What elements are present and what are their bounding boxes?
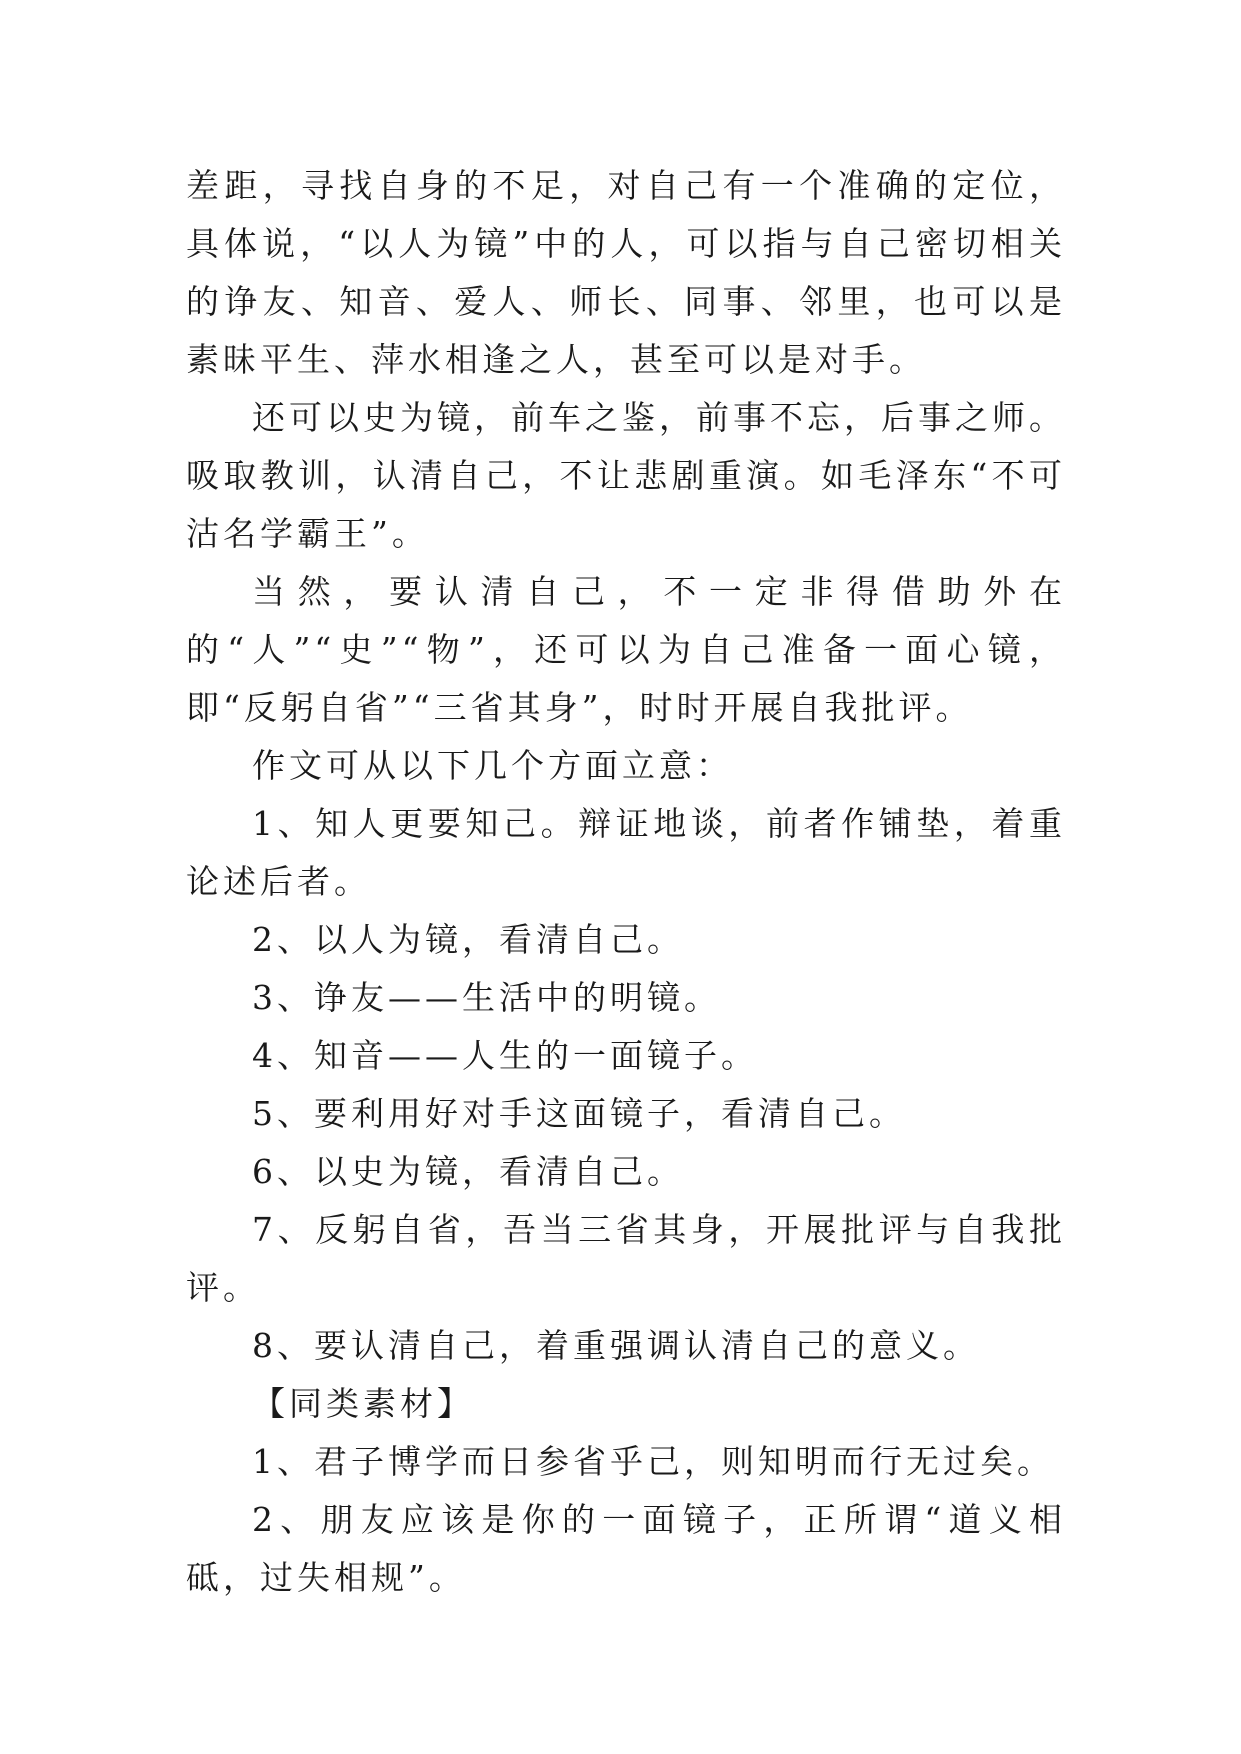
paragraph-continuation: 差距，寻找自身的不足，对自己有一个准确的定位，具体说，“以人为镜”中的人，可以指与自己密切相关的诤友、知音、爱人、师长、同事、邻里，也可以是素昧平生、萍水相逢之人，甚至可以是对手。 (186, 166, 1066, 379)
list-item-8: 8、要认清自己，着重强调认清自己的意义。 (252, 1326, 980, 1365)
list-item-2: 2、以人为镜，看清自己。 (252, 920, 684, 959)
section-heading-materials: 【同类素材】 (252, 1384, 474, 1423)
list-item-5: 5、要利用好对手这面镜子，看清自己。 (252, 1094, 906, 1133)
list-item-3: 3、诤友——生活中的明镜。 (252, 978, 721, 1017)
material-item-1: 1、君子博学而日参省乎己，则知明而行无过矣。 (252, 1442, 1054, 1481)
list-item-4: 4、知音——人生的一面镜子。 (252, 1036, 758, 1075)
material-item-2: 2、朋友应该是你的一面镜子，正所谓“道义相砥，过失相规”。 (186, 1500, 1066, 1597)
document-body (186, 157, 1066, 1607)
list-item-7: 7、反躬自省，吾当三省其身，开展批评与自我批评。 (186, 1210, 1066, 1307)
paragraph-history-mirror: 还可以史为镜，前车之鉴，前事不忘，后事之师。吸取教训，认清自己，不让悲剧重演。如毛泽东“不可沽名学霸王”。 (186, 398, 1066, 553)
list-item-1: 1、知人更要知己。辩证地谈，前者作铺垫，着重论述后者。 (186, 804, 1066, 901)
paragraph-heart-mirror: 当然，要认清自己，不一定非得借助外在的“人”“史”“物”，还可以为自己准备一面心镜，即“反躬自省”“三省其身”，时时开展自我批评。 (186, 572, 1066, 727)
paragraph-essay-intro: 作文可从以下几个方面立意： (252, 746, 733, 785)
list-item-6: 6、以史为镜，看清自己。 (252, 1152, 684, 1191)
